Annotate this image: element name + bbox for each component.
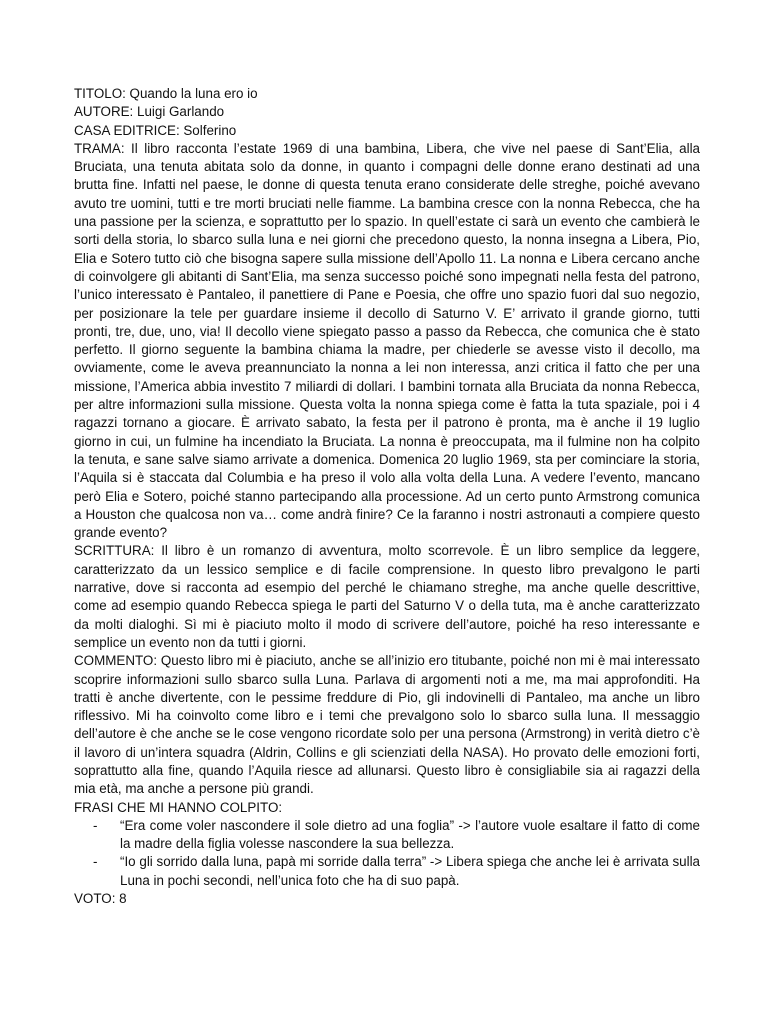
bullet-dash: -	[93, 854, 98, 870]
author-line: AUTORE: Luigi Garlando	[74, 104, 225, 120]
publisher-line: CASA EDITRICE: Solferino	[74, 122, 237, 138]
list-item	[93, 853, 700, 890]
quote-text: “Era come voler nascondere il sole dietro ad una foglia” -> l’autore vuole esaltare il fatto di come la madre della figlia volesse nascondere la sua bellezza.	[120, 817, 700, 852]
comment-paragraph: COMMENTO: Questo libro mi è piaciuto, anche se all’inizio ero titubante, poiché non mi è mai interessato scoprire informazioni sullo sbarco sulla Luna. Parlava di argomenti noti a me, ma mai approfonditi. Ha tratti è anche divertente, con le pessime freddure di Pio, gli indovinelli di Pantaleo, ma anche un libro riflessivo. Mi ha coinvolto come libro e i temi che prevalgono solo lo sbarco sulla luna. Il messaggio dell’autore è che anche se le cose vengono ricordate solo per una persona (Armstrong) in verità dietro c’è il lavoro di un’intera squadra (Aldrin, Collins e gli scienziati della NASA). Ho provato delle emozioni forti, soprattutto alla fine, quando l’Aquila riesce ad allunarsi. Questo libro è consigliabile sia ai ragazzi della mia età, ma anche a persone più grandi.	[74, 653, 700, 797]
quotes-heading: FRASI CHE MI HANNO COLPITO:	[74, 799, 283, 815]
quote-text: “Io gli sorrido dalla luna, papà mi sorride dalla terra” -> Libera spiega che anche lei è arrivata sulla Luna in pochi secondi, nell’unica foto che ha di suo papà.	[120, 854, 700, 888]
title-line: TITOLO: Quando la luna ero io	[74, 86, 258, 101]
plot-paragraph: TRAMA: Il libro racconta l’estate 1969 di una bambina, Libera, che vive nel paese di Sant’Elia, alla Bruciata, una tenuta abitata solo da donne, in quanto i compagni delle donne erano destinati ad una brutta fine. Infatti nel paese, le donne di questa tenuta erano considerate delle streghe, poiché avevano avuto tre uomini, tutti e tre morti bruciati nelle fiamme. La bambina cresce con la nonna Rebecca, che ha una passione per la scienza, e soprattutto per lo spazio. In quell’estate ci sarà un evento che cambierà le sorti della storia, lo sbarco sulla luna e nei giorni che precedono questo, la nonna insegna a Libera, Pio, Elia e Sotero tutto ciò che bisogna sapere sulla missione dell’Apollo 11. La nonna e Libera cercano anche di coinvolgere gli abitanti di Sant’Elia, ma senza successo poiché sono impegnati nella festa del patrono, l’unico interessato è Pantaleo, il panettiere di Pane e Poesia, che offre uno spazio fuori dal suo negozio, per posizionare la tele per guardare insieme il decollo di Saturno V. E’ arrivato il grande giorno, tutti pronti, tre, due, uno, via! Il decollo viene spiegato passo a passo da Rebecca, che comunica che è stato perfetto. Il giorno seguente la bambina chiama la madre, per chiederle se avesse visto il decollo, ma ovviamente, come le aveva preannunciato la nonna a lei non interessa, anzi critica il fatto che per una missione, l’America abbia investito 7 miliardi di dollari. I bambini tornata alla Bruciata da nonna Rebecca, per altre informazioni sulla missione. Questa volta la nonna spiega come è fatta la tuta spaziale, poi i 4 ragazzi tornano a giocare. È arrivato sabato, la festa per il patrono è pronta, ma è anche il 19 luglio giorno in cui, un fulmine ha incendiato la Bruciata. La nonna è preoccupata, ma il fulmine non ha colpito la tenuta, e sane salve siamo arrivate a domenica. Domenica 20 luglio 1969, sta per cominciare la storia, l’Aquila si è staccata dal Columbia e ha preso il volo alla volta della Luna. A vedere l’evento, mancano però Elia e Sotero, poiché stanno partecipando alla processione. Ad un certo punto Armstrong comunica a Houston che qualcosa non va… come andrà finire? Ce la faranno i nostri astronauti a compiere questo grande evento?	[74, 140, 700, 541]
list-item	[93, 817, 700, 854]
bullet-dash: -	[93, 817, 98, 833]
quotes-list	[74, 817, 700, 890]
book-review-document	[74, 85, 700, 908]
writing-paragraph: SCRITTURA: Il libro è un romanzo di avventura, molto scorrevole. È un libro semplice da leggere, caratterizzato da un lessico semplice e di facile comprensione. In questo libro prevalgono le parti narrative, dove si racconta ad esempio del perché le chiamano streghe, ma anche quelle descrittive, come ad esempio quando Rebecca spiega le parti del Saturno V o della tuta, ma è anche caratterizzato da molti dialoghi. Sì mi è piaciuto molto il modo di scrivere dell’autore, poiché ha reso interessante e semplice un evento non da tutti i giorni.	[74, 543, 700, 650]
vote-line: VOTO: 8	[74, 891, 127, 907]
